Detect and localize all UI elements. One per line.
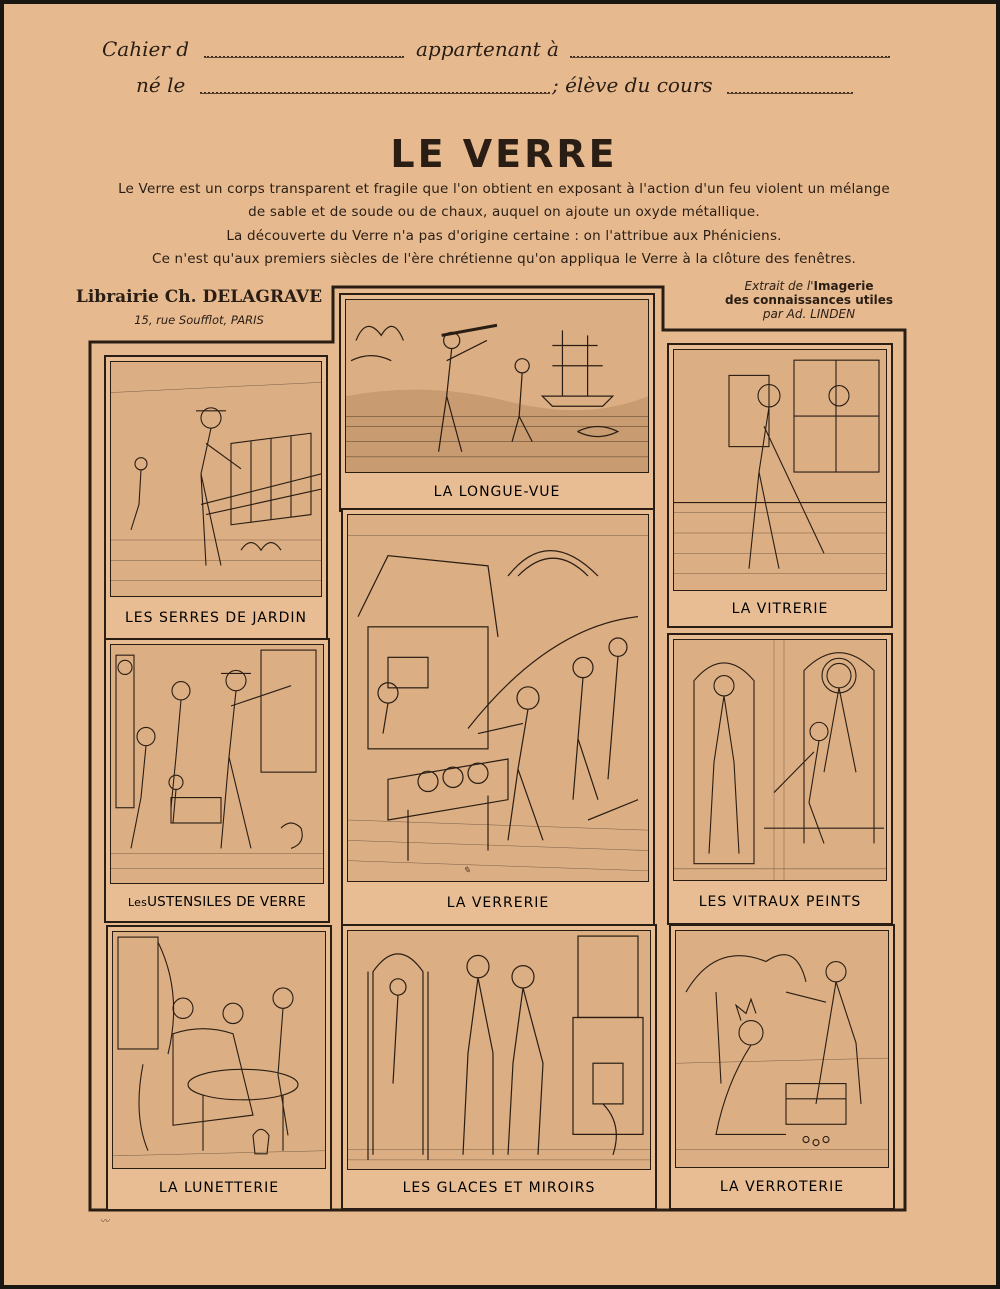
cahier-field[interactable]	[204, 56, 404, 58]
panel-verroterie	[669, 924, 895, 1210]
glaces-illustration	[347, 930, 651, 1170]
intro-line-3: La découverte du Verre n'a pas d'origine certaine : on l'attribue aux Phéniciens.	[226, 228, 782, 244]
intro-line-4: Ce n'est qu'aux premiers siècles de l'ère chrétienne qu'on appliqua le Verre à la clôture des fenêtres.	[151, 251, 857, 267]
panel-longue-vue	[339, 293, 655, 512]
appartenant-label: appartenant à	[416, 37, 559, 61]
caption-ustensiles-les: Les	[128, 895, 148, 909]
caption-glaces: LES GLACES ET MIROIRS	[402, 1180, 596, 1196]
panel-glaces	[341, 924, 657, 1210]
caption-vitraux: LES VITRAUX PEINTS	[698, 894, 862, 910]
credit-imagerie: Imagerie	[813, 279, 874, 293]
ne-le-label: né le	[136, 73, 186, 97]
longue-vue-illustration	[345, 299, 649, 473]
credit-block	[704, 279, 914, 321]
serres-illustration	[110, 361, 322, 597]
caption-ustensiles	[106, 883, 328, 921]
verrerie-illustration	[347, 514, 649, 882]
panel-verrerie	[341, 508, 655, 928]
vitraux-illustration	[673, 639, 887, 881]
intro-line-2: de sable et de soude ou de chaux, auquel on ajoute un oxyde métallique.	[248, 204, 760, 220]
page-title: LE VERRE	[390, 132, 618, 176]
verroterie-illustration	[675, 930, 889, 1168]
course-field[interactable]	[727, 92, 853, 94]
caption-verrerie: LA VERRERIE	[446, 895, 550, 911]
panel-vitrerie	[667, 343, 893, 628]
vitrerie-illustration	[673, 349, 887, 591]
owner-field[interactable]	[570, 56, 890, 58]
panel-ustensiles	[104, 638, 330, 923]
cahier-label: Cahier d	[102, 37, 190, 61]
lunetterie-illustration	[112, 931, 326, 1169]
caption-lunetterie: LA LUNETTERIE	[158, 1180, 280, 1196]
ustensiles-illustration	[110, 644, 324, 884]
panel-serres	[104, 355, 328, 640]
publisher-name: Librairie Ch. DELAGRAVE	[75, 287, 323, 307]
engraver-signature: ✎	[463, 866, 471, 876]
credit-author: par Ad. LINDEN	[762, 307, 856, 321]
credit-line2: des connaissances utiles	[725, 293, 893, 307]
publisher-address: 15, rue Soufflot, PARIS	[134, 313, 264, 327]
credit-prefix: Extrait de l'	[744, 279, 814, 293]
caption-longue-vue: LA LONGUE-VUE	[433, 483, 561, 500]
birthdate-field[interactable]	[200, 92, 550, 94]
panel-lunetterie	[106, 925, 332, 1211]
caption-vitrerie: LA VITRERIE	[731, 600, 829, 617]
eleve-label: ; élève du cours	[552, 73, 713, 97]
panel-vitraux	[667, 633, 893, 925]
artist-signature: 〰	[100, 1217, 110, 1227]
caption-ustensiles-text: USTENSILES DE VERRE	[147, 894, 306, 910]
caption-serres: LES SERRES DE JARDIN	[125, 610, 307, 626]
caption-verroterie: LA VERROTERIE	[719, 1179, 845, 1195]
intro-line-1: Le Verre est un corps transparent et fragile que l'on obtient en exposant à l'action d'un feu violent un mélange	[118, 181, 890, 197]
